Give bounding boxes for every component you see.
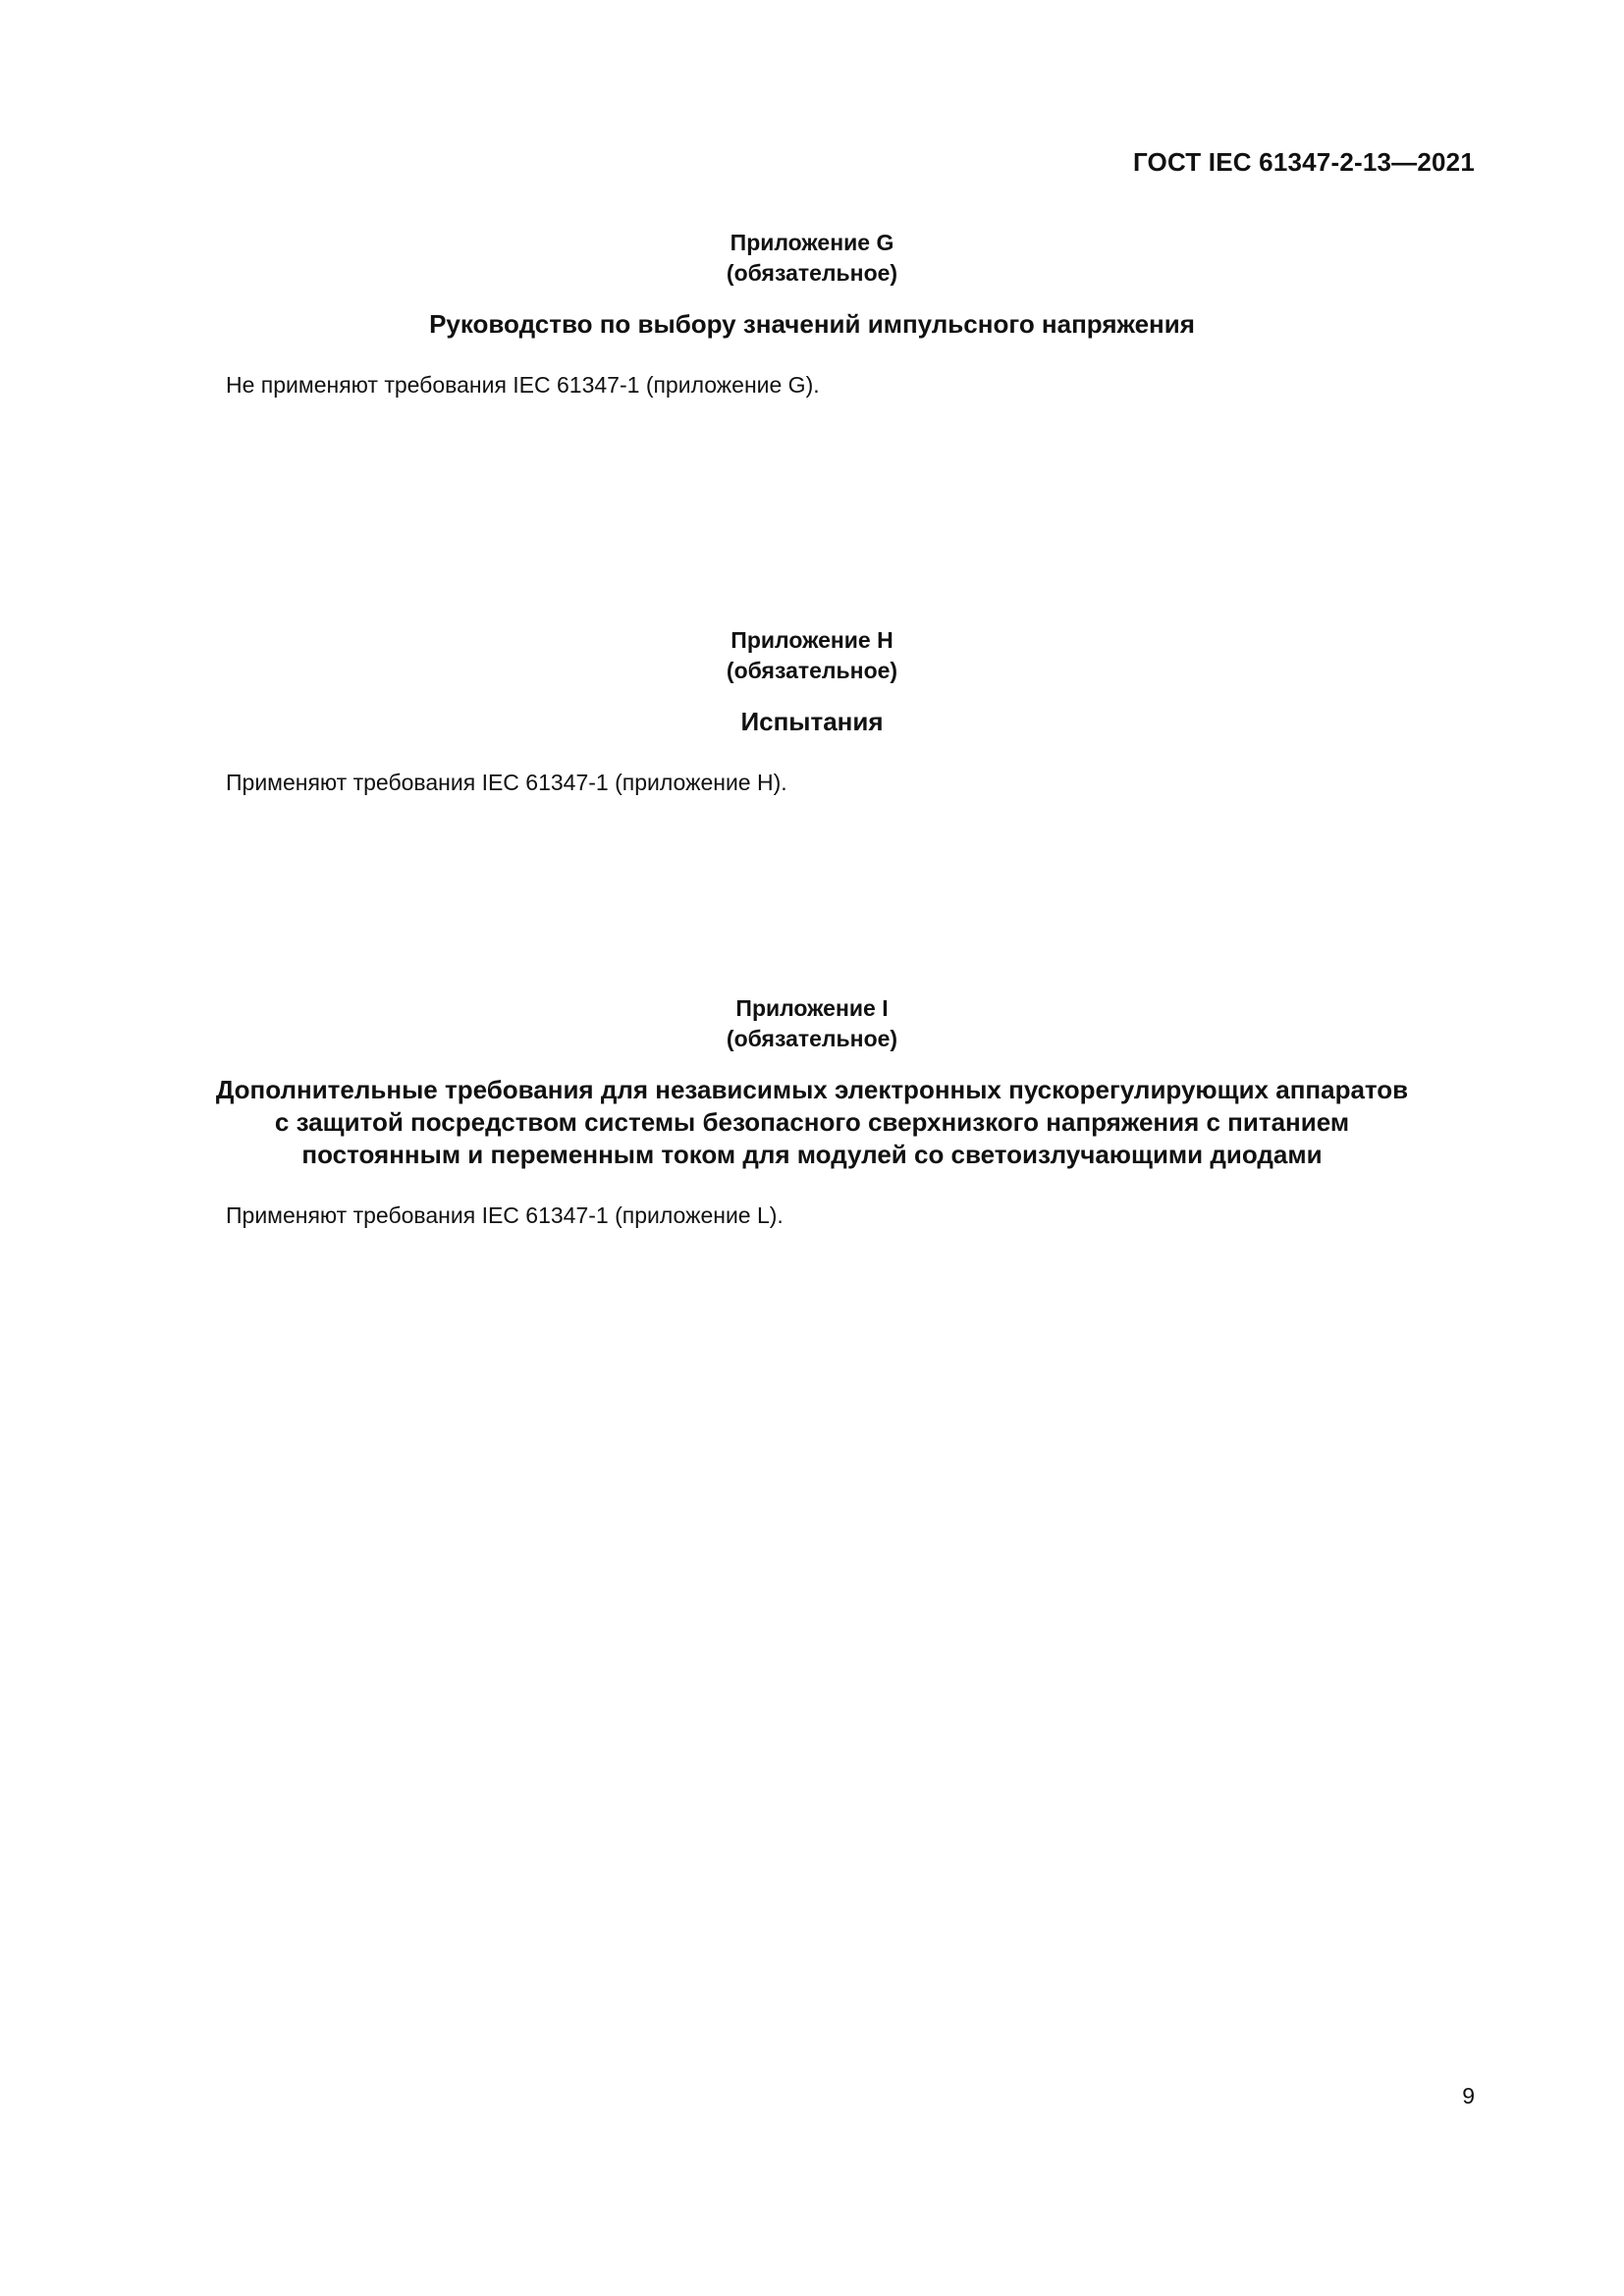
annex-body-text: Не применяют требования IEC 61347-1 (приложение G). xyxy=(226,372,820,398)
annex-title-line: Руководство по выбору значений импульсного напряжения xyxy=(429,309,1195,339)
page-number: 9 xyxy=(1462,2083,1475,2109)
annex-status: (обязательное) xyxy=(726,260,898,286)
annex-status: (обязательное) xyxy=(726,658,898,683)
annex-body-text: Применяют требования IEC 61347-1 (приложение L). xyxy=(226,1202,784,1228)
annex-i-section xyxy=(0,993,1624,1230)
annex-title-line: Испытания xyxy=(740,707,884,736)
annex-status: (обязательное) xyxy=(726,1026,898,1051)
annex-title xyxy=(0,706,1624,738)
annex-g-section xyxy=(0,228,1624,400)
annex-title-line: Дополнительные требования для независимых электронных пускорегулирующих аппаратов xyxy=(215,1075,1409,1104)
document-standard-id: ГОСТ IEC 61347-2-13—2021 xyxy=(1132,147,1475,177)
annex-label: Приложение G xyxy=(730,230,894,255)
annex-label: Приложение I xyxy=(735,995,889,1021)
annex-title xyxy=(0,1074,1624,1171)
annex-title xyxy=(0,308,1624,341)
annex-label: Приложение H xyxy=(731,627,893,653)
annex-body-text: Применяют требования IEC 61347-1 (приложение H). xyxy=(226,770,787,795)
annex-h-section xyxy=(0,625,1624,797)
annex-title-line: постоянным и переменным током для модулей со светоизлучающими диодами xyxy=(301,1140,1323,1169)
annex-title-line: с защитой посредством системы безопасного сверхнизкого напряжения с питанием xyxy=(274,1107,1350,1137)
